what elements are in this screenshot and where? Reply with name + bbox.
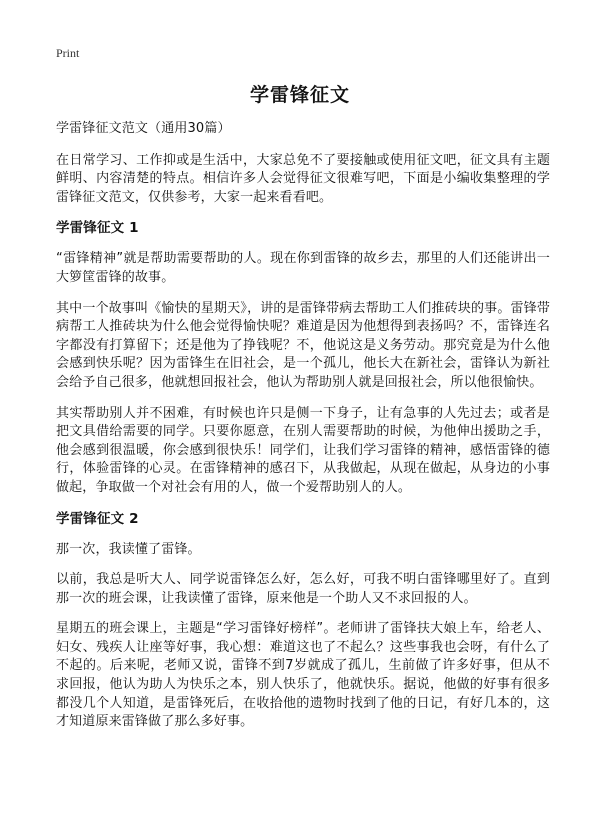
intro-paragraph: 在日常学习、工作抑或是生活中，大家总免不了要接触或使用征文吧，征文具有主题鲜明、内容清楚的特点。相信许多人会觉得征文很难写吧，下面是小编收集整理的学雷锋征文范文，仅供参考，大家一起来看看吧。	[56, 152, 550, 205]
section-heading-2: 学雷锋征文 2	[56, 510, 139, 527]
section-1-paragraph-3: 其实帮助别人并不困难，有时候也许只是侧一下身子，让有急事的人先过去；或者是把文具借给需要的同学。只要你愿意，在别人需要帮助的时候，为他伸出援助之手，他会感到很温暖，你会感到很快乐！同学们，让我们学习雷锋的精神，感悟雷锋的德行，体验雷锋的心灵。在雷锋精神的感召下，从我做起，从现在做起，从身边的小事做起，争取做一个对社会有用的人，做一个爱帮助别人的人。	[56, 405, 550, 495]
section-2-paragraph-3: 星期五的班会课上，主题是“学习雷锋好榜样”。老师讲了雷锋扶大娘上车，给老人、妇女、残疾人让座等好事，我心想：难道这也了不起么？这些事我也会呀，有什么了不起的。后来呢，老师又说，雷锋不到7岁就成了孤儿，生前做了许多好事，但从不求回报，他认为助人为快乐之本，别人快乐了，他就快乐。据说，他做的好事有很多都没几个人知道，是雷锋死后，在收拾他的遗物时找到了他的日记，有好几本的，这才知道原来雷锋做了那么多好事。	[56, 621, 550, 730]
article-body	[56, 120, 550, 744]
section-1-paragraph-1: “雷锋精神”就是帮助需要帮助的人。现在你到雷锋的故乡去，那里的人们还能讲出一大箩筐雷锋的故事。	[56, 251, 550, 285]
section-heading-1: 学雷锋征文 1	[56, 220, 139, 237]
section-1-paragraph-2: 其中一个故事叫《愉快的星期天》，讲的是雷锋带病去帮助工人们推砖块的事。雷锋带病帮工人推砖块为什么他会觉得愉快呢？难道是因为他想得到表扬吗？不，雷锋连名字都没有打算留下；还是他为了挣钱呢？不，他说这是义务劳动。那究竟是为什么他会感到快乐呢？因为雷锋生在旧社会，是一个孤儿，他长大在新社会，雷锋认为新社会给予自己很多，他就想回报社会，他认为帮助别人就是回报社会，所以他很愉快。	[56, 300, 550, 390]
page-title: 学雷锋征文	[249, 84, 350, 106]
section-2-paragraph-2: 以前，我总是听大人、同学说雷锋怎么好，怎么好，可我不明白雷锋哪里好了。直到那一次的班会课，让我读懂了雷锋，原来他是一个助人又不求回报的人。	[56, 572, 550, 606]
print-link[interactable]: Print	[56, 46, 80, 60]
article-subtitle: 学雷锋征文范文（通用30篇）	[56, 121, 231, 136]
section-2-paragraph-1: 那一次，我读懂了雷锋。	[56, 541, 201, 557]
